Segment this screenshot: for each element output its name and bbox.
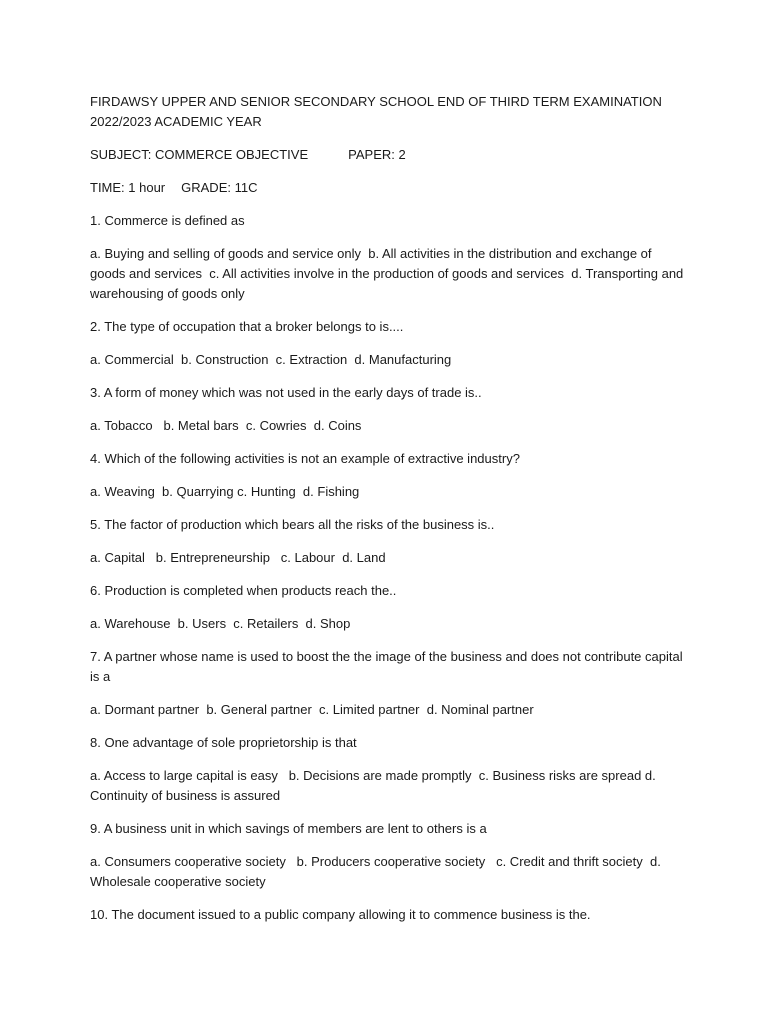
question-options: a. Commercial b. Construction c. Extraction d. Manufacturing — [90, 352, 452, 367]
question-text: 8. One advantage of sole proprietorship is that — [90, 735, 357, 750]
question-text: 9. A business unit in which savings of members are lent to others is a — [90, 821, 487, 836]
grade-label: GRADE: 11C — [181, 180, 258, 195]
time-label: TIME: 1 hour — [90, 180, 166, 195]
question-text: 1. Commerce is defined as — [90, 213, 245, 228]
question-options: a. Buying and selling of goods and service only b. All activities in the distribution and exchange of goods and services c. All activities involve in the production of goods and services d. Transporting and warehousing of goods only — [90, 246, 687, 301]
question-text: 7. A partner whose name is used to boost the the image of the business and does not contribute capital is a — [90, 649, 687, 684]
subject-line — [90, 145, 690, 165]
exam-title: FIRDAWSY UPPER AND SENIOR SECONDARY SCHOOL END OF THIRD TERM EXAMINATION 2022/2023 ACADEMIC YEAR — [90, 94, 666, 129]
question-options: a. Capital b. Entrepreneurship c. Labour d. Land — [90, 550, 386, 565]
paper-label: PAPER: 2 — [348, 147, 406, 162]
question-options: a. Tobacco b. Metal bars c. Cowries d. Coins — [90, 418, 362, 433]
question-options: a. Warehouse b. Users c. Retailers d. Shop — [90, 616, 351, 631]
question-text: 10. The document issued to a public company allowing it to commence business is the. — [90, 907, 591, 922]
subject-label: SUBJECT: COMMERCE OBJECTIVE — [90, 147, 309, 162]
exam-document — [90, 92, 690, 938]
question-options: a. Dormant partner b. General partner c. Limited partner d. Nominal partner — [90, 702, 534, 717]
question-text: 5. The factor of production which bears all the risks of the business is.. — [90, 517, 495, 532]
question-options: a. Consumers cooperative society b. Producers cooperative society c. Credit and thrift society d. Wholesale cooperative society — [90, 854, 665, 889]
question-text: 4. Which of the following activities is not an example of extractive industry? — [90, 451, 520, 466]
question-text: 6. Production is completed when products reach the.. — [90, 583, 397, 598]
question-options: a. Access to large capital is easy b. Decisions are made promptly c. Business risks are spread d. Continuity of business is assured — [90, 768, 660, 803]
question-options: a. Weaving b. Quarrying c. Hunting d. Fishing — [90, 484, 360, 499]
question-text: 2. The type of occupation that a broker belongs to is.... — [90, 319, 404, 334]
question-text: 3. A form of money which was not used in the early days of trade is.. — [90, 385, 482, 400]
time-grade-line — [90, 178, 690, 198]
